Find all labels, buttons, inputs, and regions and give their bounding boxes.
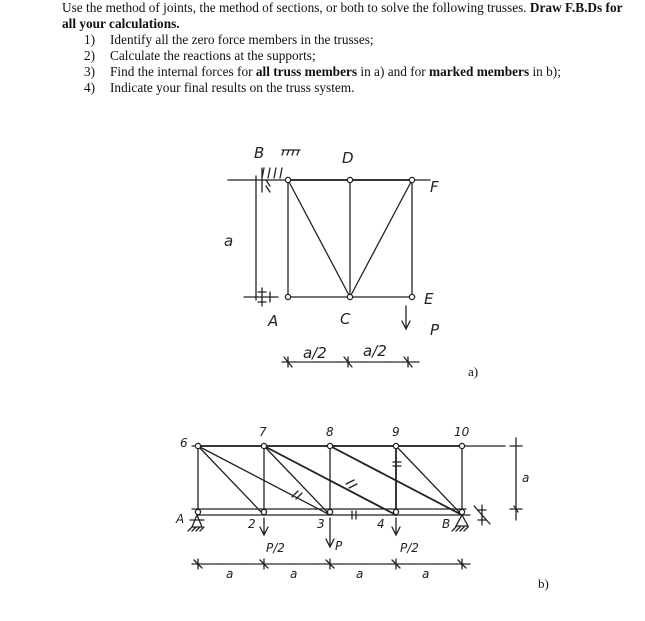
load-label-4: P/2 <box>400 541 419 555</box>
node-label-10: 10 <box>454 425 470 439</box>
node-D <box>347 177 352 182</box>
node-4 <box>393 509 398 514</box>
task-text: Identify all the zero force members in the trusses; <box>110 32 374 47</box>
dim-label-b2: a <box>290 567 298 581</box>
truss-b-diag-62 <box>198 446 264 515</box>
dim-label-1: a/2 <box>303 344 327 362</box>
dim-label-b1: a <box>226 567 234 581</box>
node-label-7: 7 <box>259 425 267 439</box>
dim-label-b4: a <box>422 567 430 581</box>
node-3 <box>327 509 332 514</box>
support-B-roller <box>452 515 468 531</box>
truss-a-member-CF <box>350 180 412 297</box>
truss-a-member-BC <box>288 180 350 297</box>
node-label-8: 8 <box>326 425 334 439</box>
node-A <box>285 294 290 299</box>
truss-b-diag-73 <box>264 446 330 515</box>
node-C <box>347 294 352 299</box>
load-label-2: P/2 <box>266 541 285 555</box>
node-label-9: 9 <box>392 425 400 439</box>
label-a: a <box>224 232 234 250</box>
dim-label-2: a/2 <box>363 342 387 360</box>
label-D: D <box>342 149 354 167</box>
node-7 <box>261 443 266 448</box>
label-C: C <box>340 310 351 328</box>
node-label-6: 6 <box>180 436 188 450</box>
intro-text: Use the method of joints, the method of sections, or both to solve the following trusses. <box>62 0 527 15</box>
task-number: 4) <box>84 80 96 95</box>
support-A-pin <box>244 288 278 306</box>
caption-a: a) <box>468 364 479 379</box>
task-text: Calculate the reactions at the supports; <box>110 48 316 63</box>
truss-b <box>188 438 522 569</box>
node-8 <box>327 443 332 448</box>
support-B-hatch <box>474 505 490 525</box>
support-A-pin <box>188 515 204 531</box>
marked-member-ticks <box>292 462 401 519</box>
task-number: 2) <box>84 48 96 63</box>
node-F <box>409 177 414 182</box>
task-bold-text: all truss members <box>255 64 358 79</box>
node-label-3: 3 <box>317 517 325 531</box>
node-6 <box>195 443 200 448</box>
intro-bold-text: Draw F.B.Ds for all your calculations <box>62 0 623 31</box>
caption-b: b) <box>538 576 549 591</box>
load-label-3: P <box>335 539 343 553</box>
node-2 <box>261 509 266 514</box>
truss-b-diag-9B <box>396 446 462 515</box>
label-F: F <box>430 178 439 196</box>
task-text: in a) and for <box>357 64 430 79</box>
height-label: a <box>522 471 530 485</box>
task-text: in b); <box>529 64 561 79</box>
label-E: E <box>424 290 434 308</box>
node-label-B: B <box>442 517 451 531</box>
node-E <box>409 294 414 299</box>
label-A: A <box>268 312 279 330</box>
node-B <box>285 177 290 182</box>
task-text: Find the internal forces for <box>110 64 256 79</box>
node-label-2: 2 <box>248 517 256 531</box>
node-B <box>459 509 464 514</box>
task-number: 3) <box>84 64 96 79</box>
truss-a <box>228 150 430 367</box>
task-number: 1) <box>84 32 96 47</box>
task-text: Indicate your final results on the truss system. <box>110 80 355 95</box>
support-hatch-top <box>282 150 300 155</box>
node-A <box>195 509 200 514</box>
node-10 <box>459 443 464 448</box>
node-label-A: A <box>176 512 185 526</box>
label-B: B <box>254 144 265 162</box>
node-9 <box>393 443 398 448</box>
node-label-4: 4 <box>377 517 385 531</box>
label-P: P <box>430 321 440 339</box>
intro-period: . <box>176 16 180 31</box>
dim-label-b3: a <box>356 567 364 581</box>
task-bold-text: marked members <box>429 64 530 79</box>
